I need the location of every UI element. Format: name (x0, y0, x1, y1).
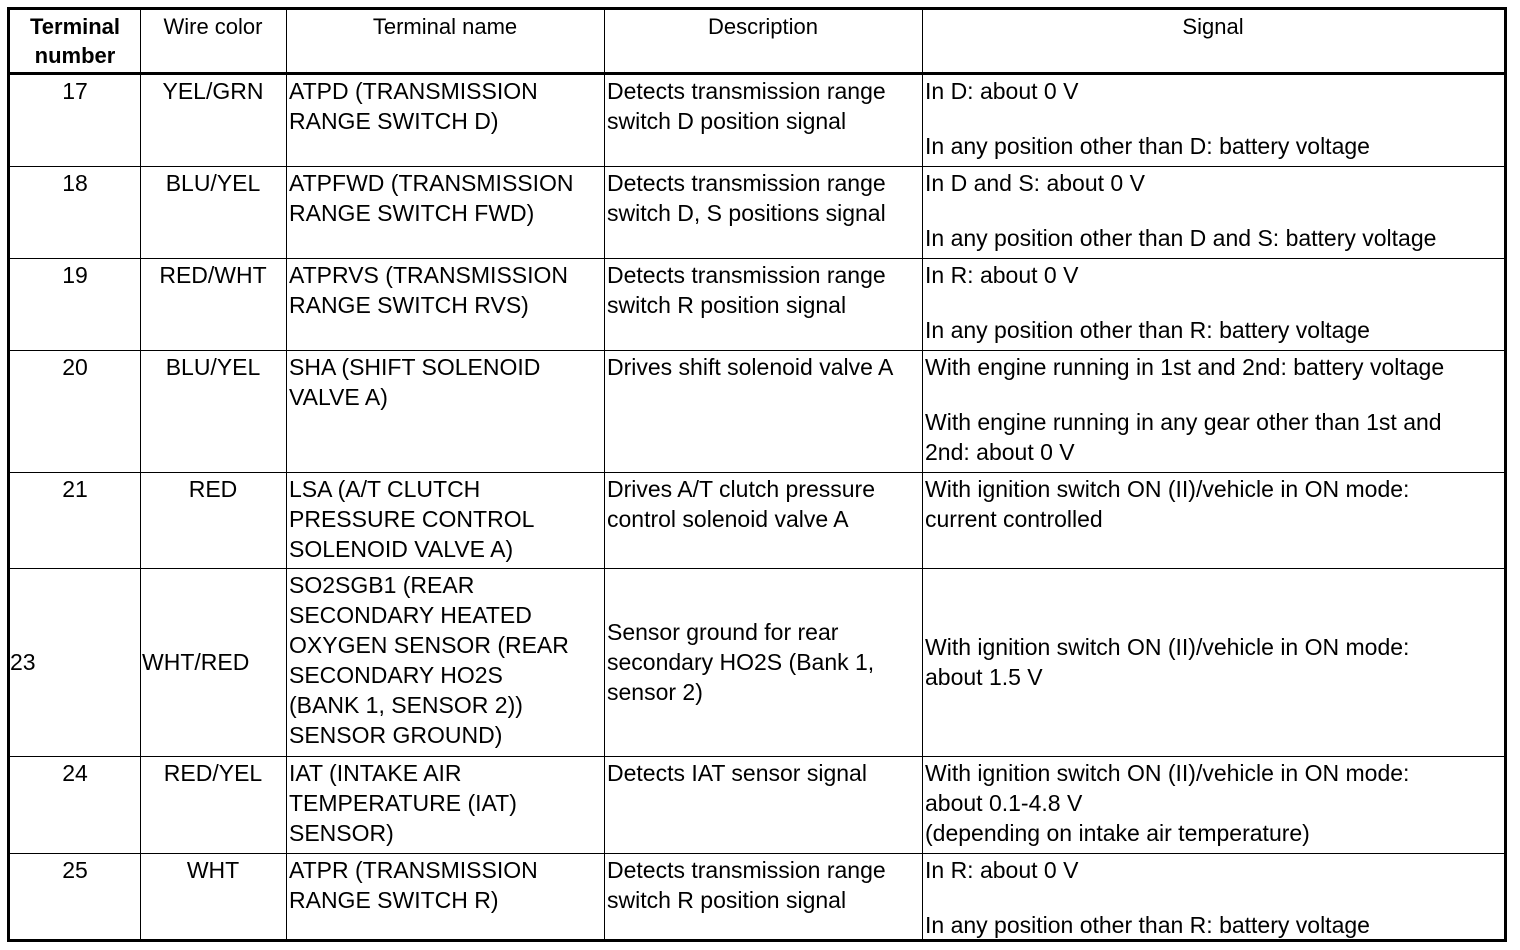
signal-line: In any position other than R: battery voltage (925, 317, 1370, 343)
description-cell (607, 855, 922, 915)
terminal-number-cell: 20 (62, 354, 88, 380)
signal-cell (925, 855, 1503, 940)
terminal-name-line: ATPR (TRANSMISSION (289, 857, 538, 883)
signal-line: current controlled (925, 506, 1103, 532)
terminal-name-line: SECONDARY HO2S (289, 662, 503, 688)
signal-line: In D: about 0 V (925, 78, 1079, 104)
signal-line: about 0.1-4.8 V (925, 790, 1083, 816)
terminal-name-cell (289, 76, 604, 136)
terminal-name-line: TEMPERATURE (IAT) (289, 790, 517, 816)
signal-line: With ignition switch ON (II)/vehicle in ON mode: (925, 476, 1410, 502)
terminal-name-cell (289, 474, 604, 564)
terminal-name-cell (289, 168, 604, 228)
signal-line: (depending on intake air temperature) (925, 820, 1310, 846)
description-line: Drives A/T clutch pressure (607, 476, 876, 502)
terminal-number-cell: 25 (62, 857, 88, 883)
signal-line: With ignition switch ON (II)/vehicle in ON mode: (925, 634, 1410, 660)
terminal-name-line: RANGE SWITCH R) (289, 887, 499, 913)
row-divider (10, 166, 1504, 167)
header-divider (10, 72, 1504, 75)
signal-spacer (925, 382, 1503, 407)
description-line: Drives shift solenoid valve A (607, 354, 894, 380)
header-terminal-number (10, 12, 140, 70)
column-divider (922, 10, 923, 939)
signal-cell (925, 632, 1503, 692)
description-line: control solenoid valve A (607, 506, 849, 532)
terminal-name-cell (289, 758, 604, 848)
signal-line: With ignition switch ON (II)/vehicle in ON mode: (925, 760, 1410, 786)
description-line: switch D position signal (607, 108, 847, 134)
signal-cell (925, 168, 1503, 253)
wire-color-cell: RED (188, 476, 238, 502)
terminal-name-line: RANGE SWITCH FWD) (289, 200, 535, 226)
terminal-name-line: RANGE SWITCH RVS) (289, 292, 529, 318)
description-cell (607, 168, 922, 228)
header-wire-color: Wire color (163, 14, 263, 39)
signal-line: In D and S: about 0 V (925, 170, 1145, 196)
row-divider (10, 258, 1504, 259)
wire-color-cell: WHT (186, 857, 240, 883)
description-line: switch D, S positions signal (607, 200, 886, 226)
terminal-name-line: PRESSURE CONTROL (289, 506, 535, 532)
terminal-name-line: SOLENOID VALVE A) (289, 536, 514, 562)
description-line: Detects transmission range (607, 78, 886, 104)
description-cell (607, 474, 922, 534)
terminal-number-cell: 24 (62, 760, 88, 786)
description-cell (607, 76, 922, 136)
terminal-table (7, 7, 1507, 942)
row-divider (10, 472, 1504, 473)
terminal-name-line: SO2SGB1 (REAR (289, 572, 475, 598)
terminal-name-line: ATPD (TRANSMISSION (289, 78, 538, 104)
row-divider (10, 756, 1504, 757)
signal-cell (925, 758, 1503, 848)
terminal-name-line: SECONDARY HEATED (289, 602, 532, 628)
description-line: secondary HO2S (Bank 1, (607, 649, 875, 675)
description-line: Detects transmission range (607, 170, 886, 196)
terminal-name-line: LSA (A/T CLUTCH (289, 476, 481, 502)
terminal-name-line: ATPFWD (TRANSMISSION (289, 170, 574, 196)
wire-color-cell: YEL/GRN (162, 78, 264, 104)
signal-cell (925, 352, 1503, 467)
description-line: Detects transmission range (607, 262, 886, 288)
description-line: Detects transmission range (607, 857, 886, 883)
description-line: switch R position signal (607, 292, 847, 318)
terminal-name-cell (289, 260, 604, 320)
signal-line: In any position other than D and S: battery voltage (925, 225, 1437, 251)
wire-color-cell: RED/YEL (163, 760, 263, 786)
description-cell (607, 617, 922, 707)
terminal-name-line: IAT (INTAKE AIR (289, 760, 462, 786)
column-divider (286, 10, 287, 939)
wire-color-cell: WHT/RED (142, 649, 250, 675)
wire-color-cell: BLU/YEL (165, 354, 261, 380)
description-cell (607, 260, 922, 320)
header-description: Description (707, 14, 819, 39)
signal-line: With engine running in 1st and 2nd: battery voltage (925, 354, 1445, 380)
terminal-number-cell: 21 (62, 476, 88, 502)
terminal-name-line: VALVE A) (289, 384, 388, 410)
signal-cell (925, 474, 1503, 534)
signal-cell (925, 260, 1503, 345)
description-line: switch R position signal (607, 887, 847, 913)
terminal-name-line: RANGE SWITCH D) (289, 108, 499, 134)
terminal-name-line: (BANK 1, SENSOR 2)) (289, 692, 523, 718)
signal-cell (925, 76, 1503, 161)
terminal-number-cell: 17 (62, 78, 88, 104)
signal-line: With engine running in any gear other than 1st and (925, 409, 1442, 435)
terminal-name-line: SHA (SHIFT SOLENOID (289, 354, 541, 380)
terminal-name-cell (289, 570, 604, 750)
row-divider (10, 350, 1504, 351)
signal-line: In R: about 0 V (925, 857, 1079, 883)
signal-line: In any position other than R: battery voltage (925, 912, 1370, 938)
header-terminal-name: Terminal name (372, 14, 518, 39)
signal-spacer (925, 106, 1503, 131)
signal-line: 2nd: about 0 V (925, 439, 1075, 465)
description-line: sensor 2) (607, 679, 703, 705)
row-divider (10, 568, 1504, 569)
header-signal: Signal (1182, 14, 1244, 39)
terminal-name-cell (289, 352, 604, 412)
signal-spacer (925, 290, 1503, 315)
signal-line: about 1.5 V (925, 664, 1043, 690)
terminal-name-line: OXYGEN SENSOR (REAR (289, 632, 569, 658)
terminal-name-line: SENSOR) (289, 820, 394, 846)
wire-color-cell: BLU/YEL (165, 170, 261, 196)
terminal-number-cell: 23 (10, 649, 36, 675)
signal-spacer (925, 885, 1503, 910)
header-terminal-line1: Terminal (29, 14, 121, 39)
wire-color-cell: RED/WHT (159, 262, 267, 288)
signal-line: In any position other than D: battery voltage (925, 133, 1370, 159)
description-line: Detects IAT sensor signal (607, 760, 867, 786)
description-line: Sensor ground for rear (607, 619, 839, 645)
signal-spacer (925, 198, 1503, 223)
description-cell (607, 352, 922, 382)
signal-line: In R: about 0 V (925, 262, 1079, 288)
terminal-number-cell: 18 (62, 170, 88, 196)
terminal-name-line: SENSOR GROUND) (289, 722, 503, 748)
column-divider (604, 10, 605, 939)
terminal-number-cell: 19 (62, 262, 88, 288)
row-divider (10, 853, 1504, 854)
terminal-name-cell (289, 855, 604, 915)
description-cell (607, 758, 922, 788)
header-terminal-line2: number (34, 43, 116, 68)
terminal-name-line: ATPRVS (TRANSMISSION (289, 262, 569, 288)
